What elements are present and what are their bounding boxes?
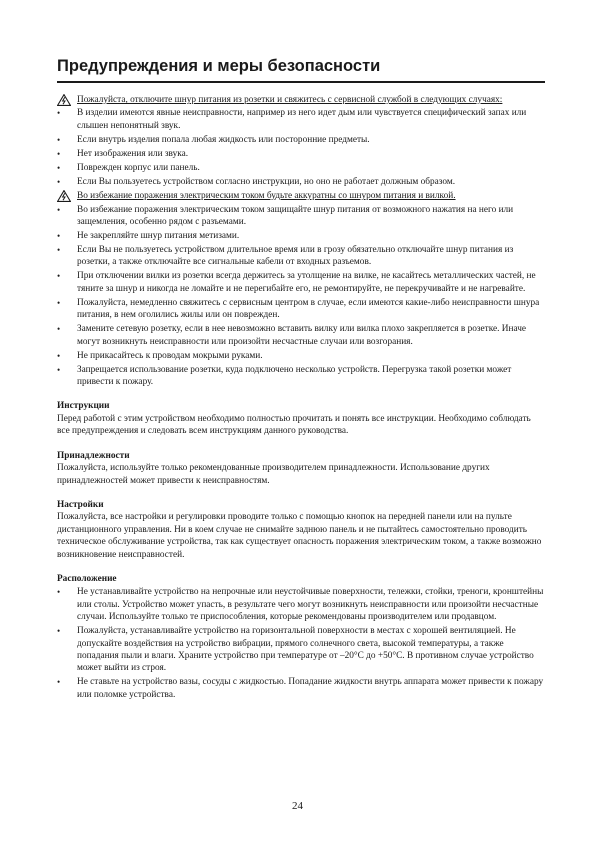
- list-item: • Запрещается использование розетки, куда подключено несколько устройств. Перегрузка такой розетки может привести к пожару.: [57, 364, 512, 388]
- warning-1-list: [57, 107, 545, 188]
- bullet: •: [57, 626, 61, 637]
- instructions-heading: Инструкции: [57, 401, 110, 412]
- bullet: •: [57, 204, 61, 215]
- list-item: • Не прикасайтесь к проводам мокрыми руками.: [57, 350, 263, 361]
- bullet: •: [57, 364, 61, 375]
- bullet: •: [57, 677, 61, 688]
- warning-1-text: Пожалуйста, отключите шнур питания из розетки и свяжитесь с сервисной службой в следующих случаях:: [77, 95, 503, 105]
- bullet: •: [57, 162, 61, 173]
- list-item: • Пожалуйста, устанавливайте устройство на горизонтальной поверхности в местах с хорошей вентиляцией. Не допускайте воздействия на устройство вибрации, прямого солнечного света, высокой температуры, а также попадания пыли и влаги. Храните устройство при температуре от –20°С до +50°С. В противном случае устройство может выйти из строя.: [57, 626, 534, 674]
- list-item: • Если Вы пользуетесь устройством согласно инструкции, но оно не работает должным образом.: [57, 176, 456, 187]
- warning-2-text: Во избежание поражения электрическим током будьте аккуратны со шнуром питания и вилкой.: [77, 191, 456, 202]
- list-item: • Поврежден корпус или панель.: [57, 162, 200, 173]
- settings-text: Пожалуйста, все настройки и регулировки проводите только с помощью кнопок на передней панели или на пульте дистанционного управления. Ни в коем случае не снимайте заднюю панель и не пытайтесь самостоятельно проводить техническое обслуживание устройства, так как существует опасность поражения электрическим током, а также возможно возникновение неисправностей.: [57, 512, 542, 560]
- warning-block-2: [57, 190, 545, 202]
- bullet: •: [57, 297, 61, 308]
- bullet: •: [57, 176, 61, 187]
- bullet: •: [57, 587, 61, 598]
- bullet: •: [57, 148, 61, 159]
- bullet: •: [57, 271, 61, 282]
- list-item: • Не ставьте на устройство вазы, сосуды с жидкостью. Попадание жидкости внутрь аппарата может привести к пожару или поломке устройства.: [57, 677, 544, 700]
- bullet: •: [57, 324, 61, 335]
- list-item: • Если внутрь изделия попала любая жидкость или посторонние предметы.: [57, 134, 370, 145]
- title-underline: [57, 81, 545, 83]
- document-body: [57, 94, 545, 703]
- list-item: • Не закрепляйте шнур питания метизами.: [57, 231, 240, 242]
- bullet: •: [57, 231, 61, 242]
- list-item: • Пожалуйста, немедленно свяжитесь с сервисным центром в случае, если имеются какие-либо неисправности шнура питания, в нем оголились жилы или он поврежден.: [57, 297, 540, 321]
- placement-list: [57, 586, 545, 701]
- list-item: • Нет изображения или звука.: [57, 148, 189, 159]
- warning-2-list: [57, 204, 545, 389]
- warning-block-1: [57, 94, 545, 106]
- accessories-heading: Принадлежности: [57, 450, 130, 461]
- bullet: •: [57, 108, 61, 119]
- bullet: •: [57, 350, 61, 361]
- page-number: 24: [292, 800, 303, 812]
- bullet: •: [57, 245, 61, 256]
- list-item: • В изделии имеются явные неисправности, например из него идет дым или чувствуется специфический запах или слышен непонятный звук.: [57, 108, 527, 131]
- list-item: • Если Вы не пользуетесь устройством длительное время или в грозу обязательно отключайте шнур питания из розетки, а также отключайте все сигнальные кабели от входных разъемов.: [57, 245, 514, 268]
- list-item: • Не устанавливайте устройство на непрочные или неустойчивые поверхности, тележки, стойки, треноги, кронштейны или столы. Устройство может упасть, в результате чего могут возникнуть неисправности или произойти несчастные случаи. Используйте только те приспособления, которые рекомендованы производителем или продавцом.: [57, 587, 544, 623]
- placement-heading: Расположение: [57, 573, 117, 584]
- electric-shock-warning-icon: [57, 94, 71, 106]
- list-item: • Замените сетевую розетку, если в нее невозможно вставить вилку или вилка плохо закрепляется в розетке. Иначе могут возникнуть неисправности или произойти несчастные случаи или возгорания.: [57, 324, 527, 347]
- accessories-text: Пожалуйста, используйте только рекомендованные производителем принадлежности. Использование других принадлежностей может привести к неисправностям.: [57, 463, 490, 486]
- electric-shock-warning-icon: [57, 190, 71, 202]
- page-title: Предупреждения и меры безопасности: [57, 57, 381, 75]
- bullet: •: [57, 134, 61, 145]
- list-item: • Во избежание поражения электрическим током защищайте шнур питания от возможного нажатия на него или защемления, особенно рядом с разъемами.: [57, 204, 514, 228]
- list-item: • При отключении вилки из розетки всегда держитесь за утолщение на вилке, не касайтесь металлических частей, не тяните за шнур и никогда не ломайте и не перегибайте его, не ремонтируйте, не перекручивайте и не нагревайте.: [57, 271, 536, 294]
- settings-heading: Настройки: [57, 499, 104, 510]
- instructions-text: Перед работой с этим устройством необходимо полностью прочитать и понять все инструкции. Необходимо соблюдать все предупреждения и следовать всем инструкциям данного руководства.: [57, 413, 531, 437]
